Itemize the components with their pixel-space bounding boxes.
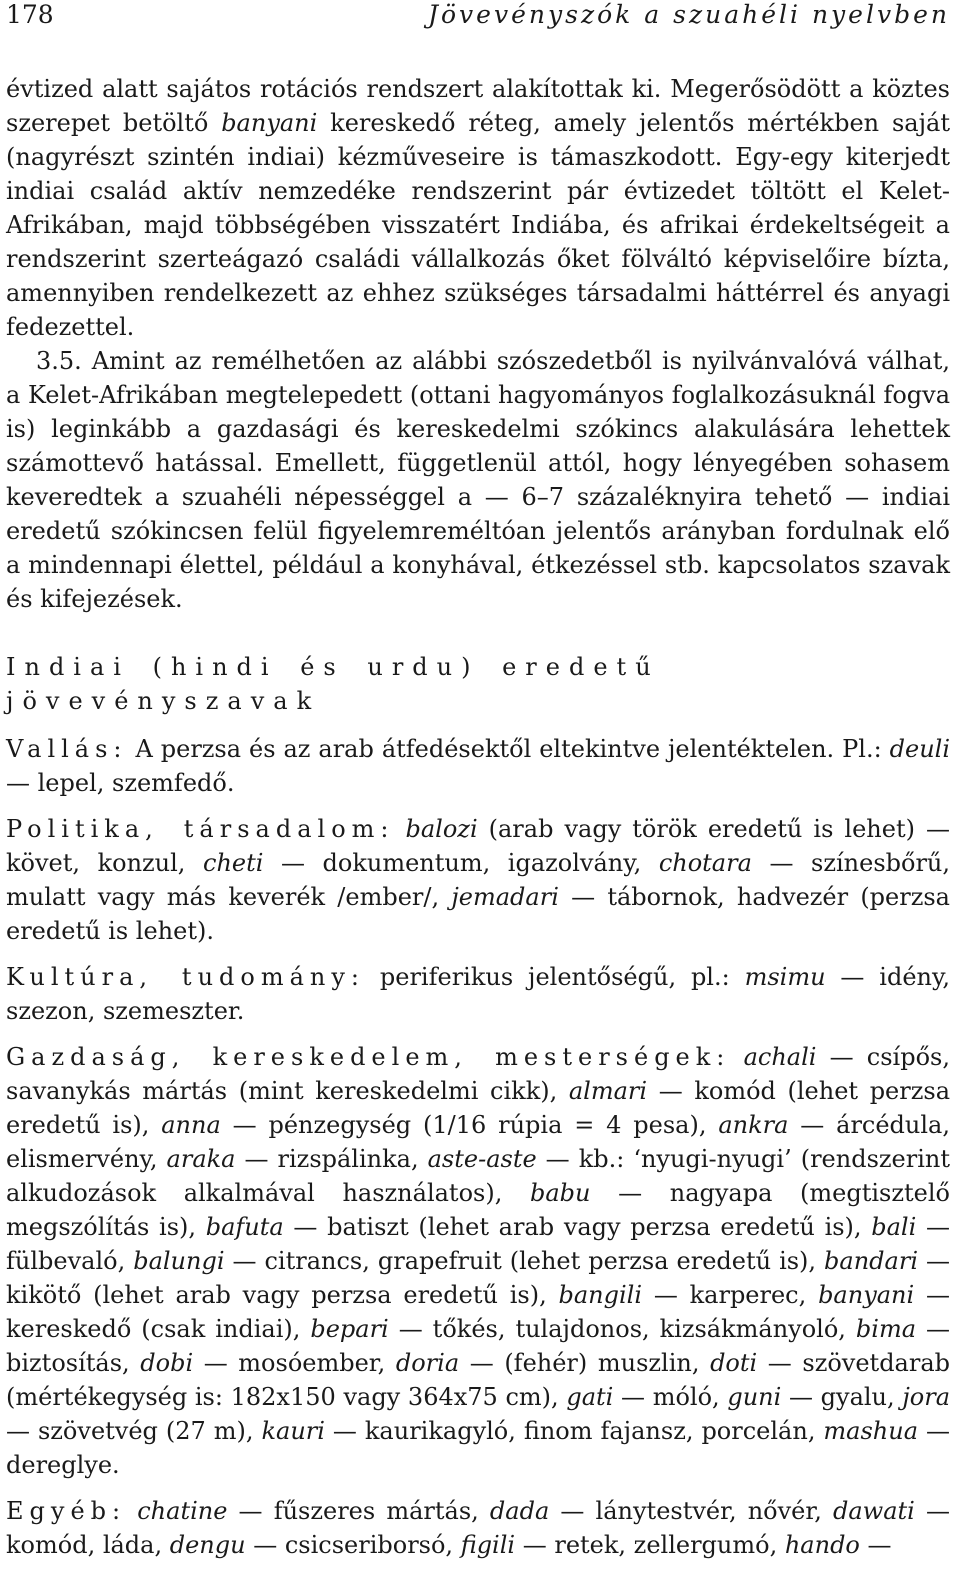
- category-label: Egyéb:: [6, 1497, 127, 1525]
- page-number: 178: [6, 0, 54, 29]
- entry-gazdasag: Gazdaság, kereskedelem, mesterségek: achali — csípős, savanykás mártás (mint kereskedelmi cikk), almari — komód (lehet perzsa eredetű is), anna — pénzegység (1/16 rúpia = 4 pesa), ankra — árcédula, elismervény, araka — rizspálinka, aste-aste — kb.: ‘nyugi-nyugi’ (rendszerint alkudozások alkalmával használatos), babu — nagyapa (megtisztelő megszólítás is), bafuta — batiszt (lehet arab vagy perzsa eredetű is), bali — fülbevaló, balungi — citrancs, grapefruit (lehet perzsa eredetű is), bandari — kikötő (lehet arab vagy perzsa eredetű is), bangili — karperec, banyani — kereskedő (csak indiai), bepari — tőkés, tulajdonos, kizsákmányoló, bima — biztosítás, dobi — mosóember, doria — (fehér) muszlin, doti — szövetdarab (mértékegység is: 182x150 vagy 364x75 cm), gati — móló, guni — gyalu, jora — szövetvég (27 m), kauri — kaurikagyló, finom fajansz, porcelán, mashua — dereglye.: [6, 1043, 951, 1479]
- entry-egyeb: Egyéb: chatine — fűszeres mártás, dada — lánytestvér, nővér, dawati — komód, láda, dengu — csicseriborsó, figili — retek, zellergumó, hando —: [6, 1497, 950, 1559]
- entry-politika: Politika, társadalom: balozi (arab vagy török eredetű is lehet) — követ, konzul, cheti — dokumentum, igazolvány, chotara — színesbőrű, mulatt vagy más keverék /ember/, jemadari — tábornok, hadvezér (perzsa eredetű is lehet).: [6, 815, 950, 945]
- running-header: [6, 0, 950, 40]
- entry-vallas: Vallás: A perzsa és az arab átfedésektől eltekintve jelentéktelen. Pl.: deuli — lepel, szemfedő.: [6, 735, 950, 797]
- category-label: Politika, társadalom:: [6, 815, 395, 843]
- page-body: [6, 72, 950, 1562]
- category-label: Vallás:: [6, 735, 128, 763]
- running-title: Jövevényszók a szuahéli nyelvben: [427, 0, 950, 29]
- section-title: Indiai (hindi és urdu) eredetű jövevényszavak: [6, 653, 660, 715]
- category-label: Kultúra, tudomány:: [6, 963, 366, 991]
- paragraph-1: évtized alatt sajátos rotációs rendszert alakítottak ki. Megerősödött a köztes szerepet betöltő banyani kereskedő réteg, amely jelentős mértékben saját (nagyrészt szintén indiai) kézműveseire is támaszkodott. Egy-egy kiterjedt indiai család aktív nemzedéke rendszerint pár évtizedet töltött el Kelet-Afrikában, majd többségében visszatért Indiába, és afrikai érdekeltségeit a rendszerint szerteágazó családi vállalkozás őket fölváltó képviselőire bízta, amennyiben rendelkezett az ehhez szükséges társadalmi háttérrel és anyagi fedezettel.: [6, 75, 950, 341]
- paragraph-2: 3.5. Amint az remélhetően az alábbi szószedetből is nyilvánvalóvá válhat, a Kelet-Afrikában megtelepedett (ottani hagyományos foglalkozásuknál fogva is) leginkább a gazdasági és kereskedelmi szókincs alakulására lehettek számottevő hatással. Emellett, függetlenül attól, hogy lényegében sohasem keveredtek a szuahéli népességgel a — 6–7 százaléknyira tehető — indiai eredetű szókincsen felül figyelemreméltóan jelentős arányban fordulnak elő a mindennapi élettel, például a konyhával, étkezéssel stb. kapcsolatos szavak és kifejezések.: [6, 347, 950, 613]
- entry-kultura: Kultúra, tudomány: periferikus jelentőségű, pl.: msimu — idény, szezon, szemeszter.: [6, 963, 950, 1025]
- category-label: Gazdaság, kereskedelem, mesterségek:: [6, 1043, 731, 1071]
